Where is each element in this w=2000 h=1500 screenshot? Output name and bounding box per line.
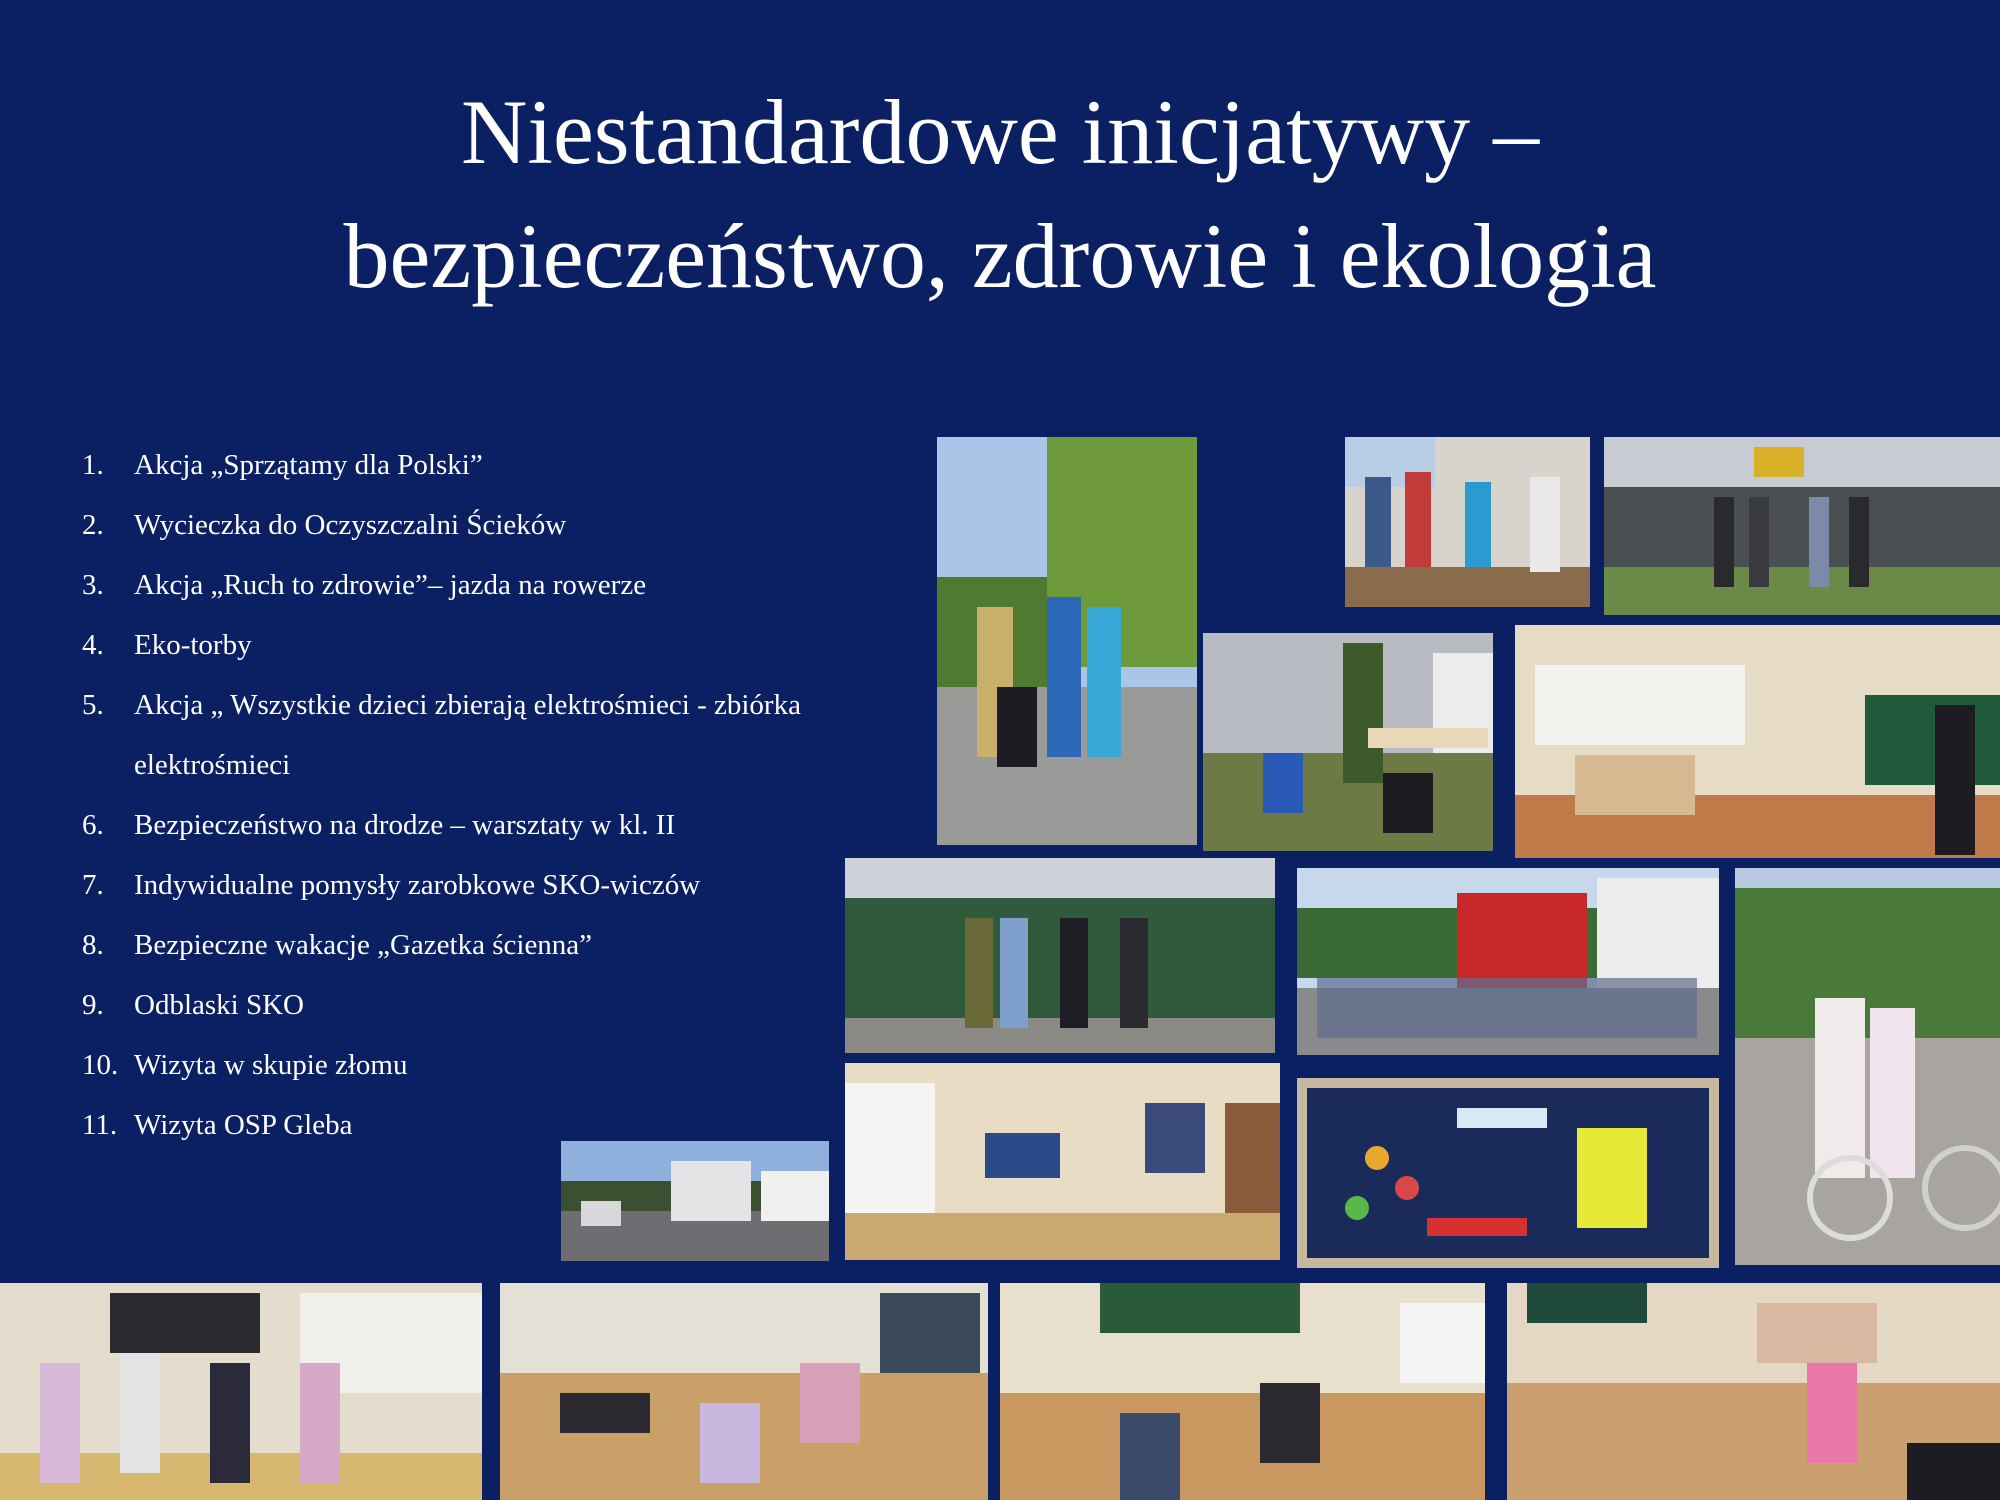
list-number: 9. — [82, 989, 104, 1021]
list-text: Odblaski SKO — [134, 989, 304, 1021]
list-item — [82, 675, 912, 795]
initiatives-list — [82, 435, 912, 1155]
photo-truck-parking — [561, 1141, 829, 1261]
list-text: Wizyta w skupie złomu — [134, 1049, 408, 1081]
photo-scrap-yard-gate — [1604, 437, 2000, 615]
list-text: Bezpieczne wakacje „Gazetka ścienna” — [134, 929, 593, 961]
list-number: 5. — [82, 689, 104, 721]
list-item — [82, 435, 912, 495]
list-text: Akcja „ Wszystkie dzieci zbierają elektrośmieci - zbiórka elektrośmieci — [134, 689, 801, 781]
photo-electronic-waste-collection — [1203, 633, 1493, 851]
photo-bikes-health-action — [1735, 868, 2000, 1265]
list-item — [82, 915, 912, 975]
list-text: Indywidualne pomysły zarobkowe SKO-wiczów — [134, 869, 701, 901]
list-number: 8. — [82, 929, 104, 961]
list-text: Wycieczka do Oczyszczalni Ścieków — [134, 509, 567, 541]
list-number: 3. — [82, 569, 104, 601]
list-item — [82, 495, 912, 555]
photo-reflectors-class-1 — [0, 1283, 482, 1500]
photo-road-safety-workshop — [1515, 625, 2000, 858]
list-number: 11. — [82, 1109, 118, 1141]
list-number: 2. — [82, 509, 104, 541]
photo-reflectors-class-4 — [1507, 1283, 2000, 1500]
photo-reflectors-class-2 — [500, 1283, 988, 1500]
list-item — [82, 615, 912, 675]
list-number: 10. — [82, 1049, 119, 1081]
list-item — [82, 795, 912, 855]
photo-fire-truck-visit — [1297, 868, 1719, 1055]
list-text: Akcja „Sprzątamy dla Polski” — [134, 449, 483, 481]
list-number: 6. — [82, 809, 104, 841]
list-number: 4. — [82, 629, 104, 661]
title-line-2: bezpieczeństwo, zdrowie i ekologia — [343, 205, 1657, 307]
photo-cleanup-outdoors — [937, 437, 1197, 845]
list-text: Eko-torby — [134, 629, 252, 661]
photo-classroom-lesson — [845, 1063, 1280, 1260]
photo-sewage-plant-gate — [845, 858, 1275, 1053]
list-item — [82, 855, 912, 915]
list-number: 1. — [82, 449, 104, 481]
photo-reflectors-class-3 — [1000, 1283, 1485, 1500]
photo-kids-eco-bags — [1345, 437, 1590, 607]
list-item — [82, 555, 912, 615]
list-item — [82, 1035, 912, 1095]
list-text: Akcja „Ruch to zdrowie”– jazda na rowerze — [134, 569, 647, 601]
slide-title — [0, 70, 2000, 318]
list-text: Bezpieczeństwo na drodze – warsztaty w kl. II — [134, 809, 676, 841]
list-item — [82, 975, 912, 1035]
list-text: Wizyta OSP Gleba — [134, 1109, 353, 1141]
photo-safe-holidays-wall-newspaper — [1297, 1078, 1719, 1268]
list-number: 7. — [82, 869, 104, 901]
title-line-1: Niestandardowe inicjatywy – — [460, 81, 1540, 183]
